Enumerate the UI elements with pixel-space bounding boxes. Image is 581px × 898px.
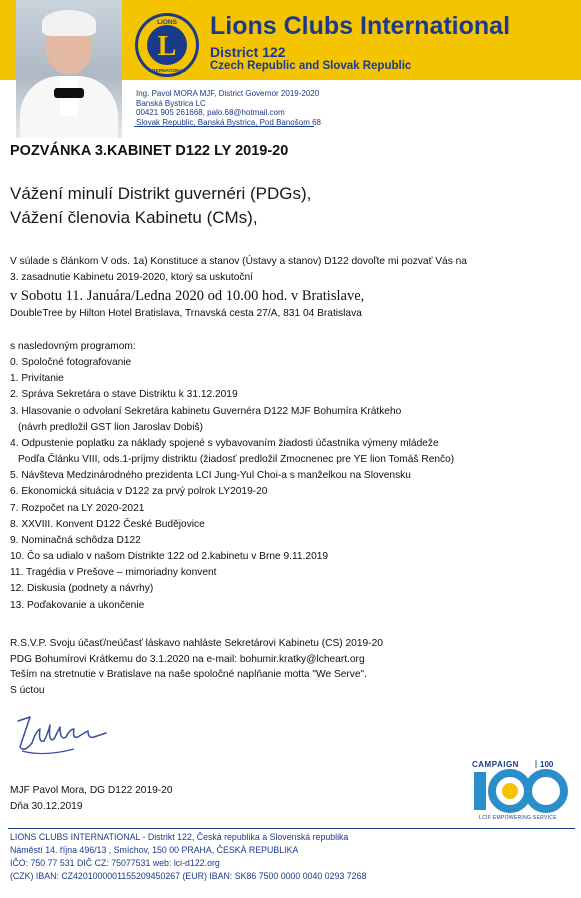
list-item: 1. Privítanie xyxy=(10,373,64,385)
list-item: 2. Správa Sekretára o stave Distriktu k 31.12.2019 xyxy=(10,389,238,401)
governor-photo xyxy=(16,0,122,138)
campaign-tagline: LCIF EMPOWERING SERVICE xyxy=(479,815,557,821)
intro-line: 3. zasadnutie Kabinetu 2019-2020, ktorý sa uskutoční xyxy=(10,272,253,283)
signature-icon xyxy=(14,707,114,767)
signer-block xyxy=(10,783,173,815)
list-item: 6. Ekonomická situácia v D122 za prvý polrok LY2019-20 xyxy=(10,486,268,498)
lions-logo xyxy=(134,12,200,78)
list-item: 7. Rozpočet na LY 2020-2021 xyxy=(10,502,145,514)
intro-line: V súlade s článkom V ods. 1a) Konstituce a stanov (Ústavy a stanov) D122 dovoľte mi pozvať Vás na xyxy=(10,256,467,267)
footer xyxy=(10,831,366,883)
greeting-line: Vážení minulí Distrikt guvernéri (PDGs), xyxy=(10,184,312,203)
intro-paragraph xyxy=(10,254,575,322)
contact-line: 00421 905 261668, palo.68@hotmail.com xyxy=(136,108,285,117)
meeting-venue: DoubleTree by Hilton Hotel Bratislava, Trnavská cesta 27/A, 831 04 Bratislava xyxy=(10,308,362,319)
footer-line: (CZK) IBAN: CZ4201000001155209450267 (EUR) IBAN: SK86 7500 0000 0040 0293 7268 xyxy=(10,871,367,881)
list-item: 9. Nominačná schôdza D122 xyxy=(10,534,141,546)
country-label: Czech Republic and Slovak Republic xyxy=(210,60,412,72)
list-item-note: (návrh predložil GST lion Jaroslav Dobiš) xyxy=(18,421,203,433)
greeting-line: Vážení členovia Kabinetu (CMs), xyxy=(10,208,258,227)
org-title: Lions Clubs International xyxy=(210,12,511,40)
list-item: 10. Čo sa udialo v našom Distrikte 122 od 2.kabinetu v Brne 9.11.2019 xyxy=(10,551,329,563)
campaign-100-logo xyxy=(468,758,568,822)
agenda-intro: s nasledovným programom: xyxy=(10,341,136,352)
list-item: 3. Hlasovanie o odvolaní Sekretára kabinetu Guvernéra D122 MJF Bohumíra Krátkeho xyxy=(10,405,402,417)
agenda-list xyxy=(10,339,454,614)
list-item: 8. XXVIII. Konvent D122 České Budějovice xyxy=(10,518,205,530)
list-item-note: Podľa Článku VIII, ods.1-príjmy distriktu (žiadosť predložil Zmocnenec pre YE lion Tomáš Renčo) xyxy=(18,454,455,466)
list-item: 5. Návšteva Medzinárodného prezidenta LCI Jung-Yul Choi-a s manželkou na Slovensku xyxy=(10,470,411,482)
contact-block xyxy=(136,89,321,127)
footer-divider xyxy=(8,828,575,829)
logo-text-bottom: INTERNATIONAL xyxy=(148,68,186,73)
closing: S úctou xyxy=(10,684,45,696)
page-title: POZVÁNKA 3.KABINET D122 LY 2019-20 xyxy=(10,143,289,159)
contact-divider xyxy=(134,126,314,127)
campaign-num-small: 100 xyxy=(540,760,554,769)
footer-line: LIONS CLUBS INTERNATIONAL - Distrikt 122, Česká republika a Slovenská republika xyxy=(10,832,349,842)
signer-name: MJF Pavol Mora, DG D122 2019-20 xyxy=(10,785,173,796)
footer-line: IČO: 750 77 531 DIČ CZ: 75077531 web: lci-d122.org xyxy=(10,858,220,868)
contact-line: Slovak Republic, Banská Bystrica, Pod Banošom 68 xyxy=(136,117,321,127)
sign-date: Dňa 30.12.2019 xyxy=(10,801,83,812)
greeting xyxy=(10,182,311,230)
rsvp-line: R.S.V.P. Svoju účasť/neúčasť láskavo nahláste Sekretárovi Kabinetu (CS) 2019-20 xyxy=(10,638,383,649)
meeting-date: v Sobotu 11. Januára/Ledna 2020 od 10.00 hod. v Bratislave, xyxy=(10,288,365,304)
list-item: 0. Spoločné fotografovanie xyxy=(10,357,132,369)
rsvp-line: PDG Bohumírovi Krátkemu do 3.1.2020 na e-mail: bohumir.kratky@lcheart.org xyxy=(10,653,365,665)
contact-line: Banská Bystrica LC xyxy=(136,98,206,108)
campaign-word: CAMPAIGN xyxy=(472,760,519,769)
district-label: District 122 xyxy=(210,44,286,60)
contact-line: Ing. Pavol MORA MJF, District Governor 2019-2020 xyxy=(136,89,320,98)
rsvp-block xyxy=(10,636,383,698)
footer-line: Náměstí 14. října 496/13 , Smíchov, 150 00 PRAHA, ČESKÁ REPUBLIKA xyxy=(10,845,299,855)
logo-letter: L xyxy=(157,31,177,62)
list-item: 4. Odpustenie poplatku za náklady spojené s vybavovaním žiadosti účastníka výmeny mládeže xyxy=(10,437,439,449)
logo-text-top: LIONS xyxy=(157,19,177,26)
list-item: 11. Tragédia v Prešove – mimoriadny konvent xyxy=(10,567,217,579)
list-item: 13. Poďakovanie a ukončenie xyxy=(10,599,145,611)
list-item: 12. Diskusia (podnety a návrhy) xyxy=(10,583,154,595)
rsvp-line: Teším na stretnutie v Bratislave na naše spoločné naplňanie motta "We Serve". xyxy=(10,669,368,680)
